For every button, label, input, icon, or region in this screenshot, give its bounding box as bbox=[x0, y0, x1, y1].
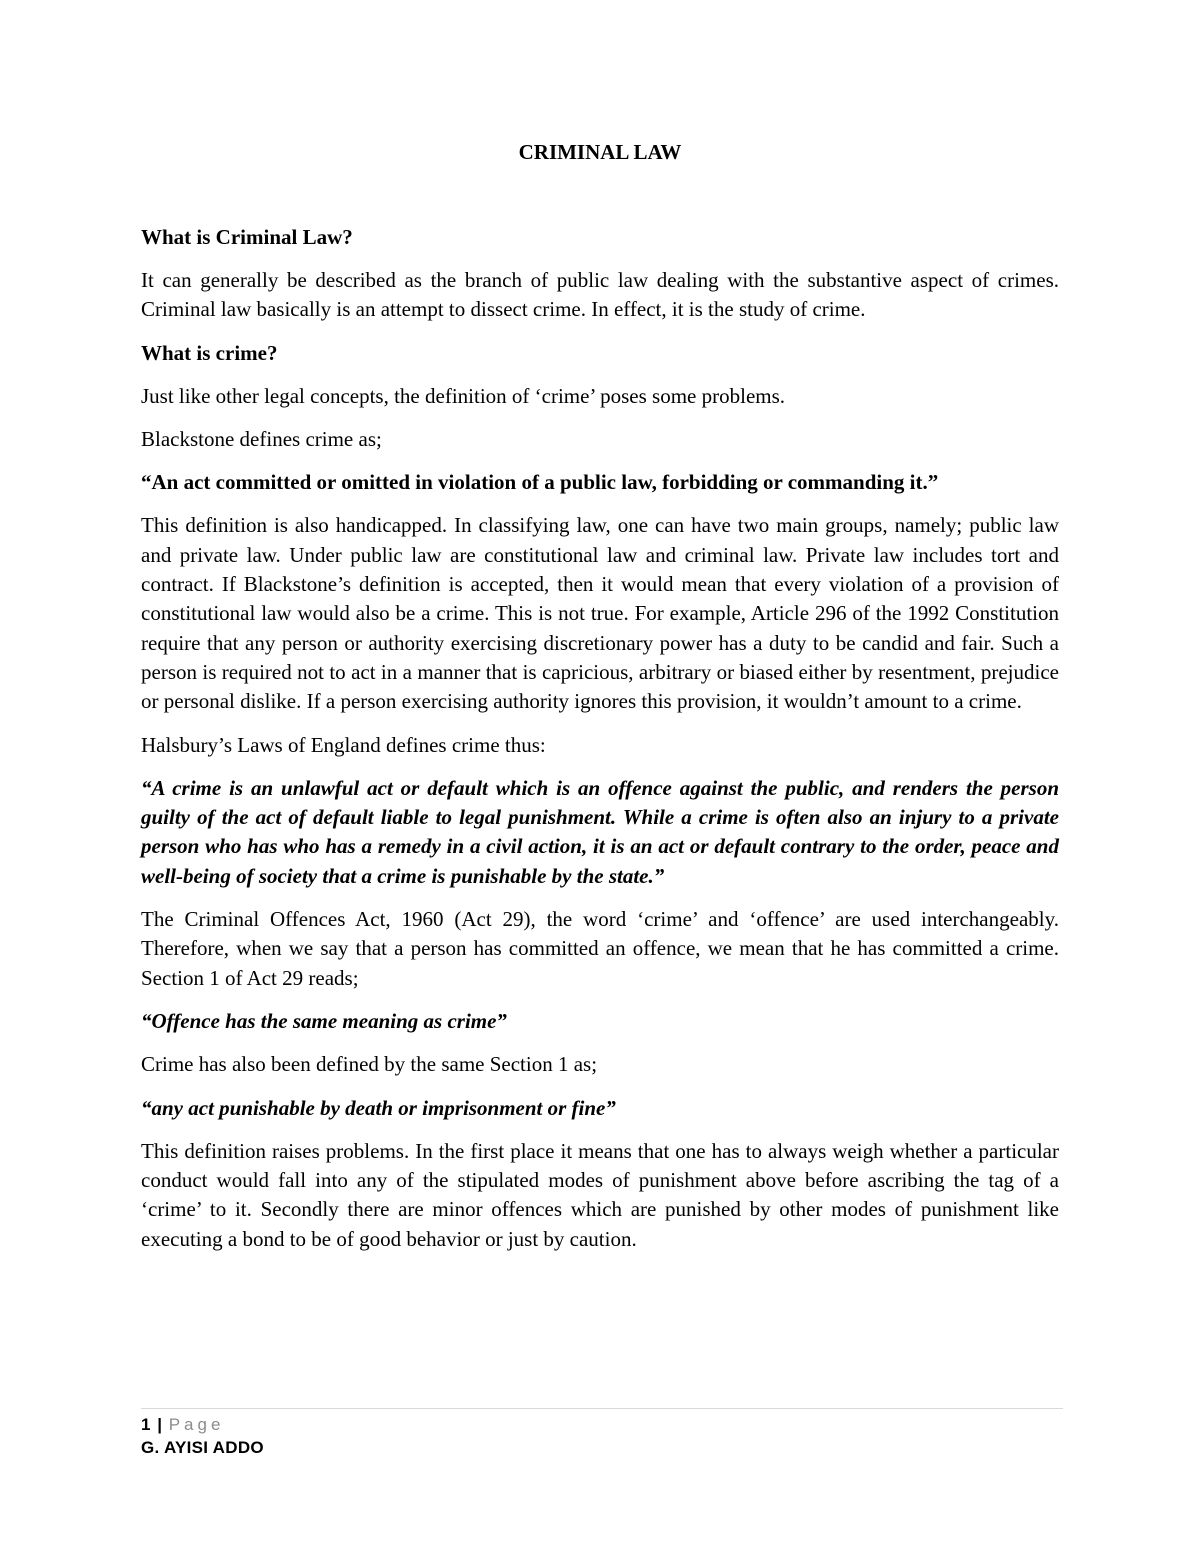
paragraph-definition-raises-problems: This definition raises problems. In the first place it means that one has to always weigh whether a particular conduct would fall into any of the stipulated modes of punishment above before ascribing the tag of a ‘crime’ to it. Secondly there are minor offences which are punished by other modes of punishment like executing a bond to be of good behavior or just by caution. bbox=[141, 1138, 1059, 1251]
paragraph-halsbury-intro: Halsbury’s Laws of England defines crime thus: bbox=[141, 732, 546, 757]
quote-act-punishable: “any act punishable by death or imprisonment or fine” bbox=[141, 1095, 616, 1120]
document-title: CRIMINAL LAW bbox=[518, 140, 682, 164]
paragraph-definition-problems: Just like other legal concepts, the definition of ‘crime’ poses some problems. bbox=[141, 383, 786, 408]
heading-what-is-criminal-law: What is Criminal Law? bbox=[141, 225, 353, 249]
paragraph-definition-handicapped: This definition is also handicapped. In classifying law, one can have two main groups, namely; public law and private law. Under public law are constitutional law and criminal law. Private law includes tort and contract. If Blackstone’s definition is accepted, then it would mean that every violation of a provision of constitutional law would also be a crime. This is not true. For example, Article 296 of the 1992 Constitution require that any person or authority exercising discretionary power has a duty to be candid and fair. Such a person is required not to act in a manner that is capricious, arbitrary or biased either by resentment, prejudice or personal dislike. If a person exercising authority ignores this provision, it wouldn’t amount to a crime. bbox=[141, 513, 1059, 714]
footer-author: G. AYISI ADDO bbox=[141, 1438, 264, 1457]
footer-separator: | bbox=[157, 1415, 162, 1434]
footer-page-indicator bbox=[141, 1413, 1063, 1437]
heading-what-is-crime: What is crime? bbox=[141, 340, 278, 365]
document-body bbox=[141, 138, 1059, 1268]
paragraph-blackstone-intro: Blackstone defines crime as; bbox=[141, 426, 382, 451]
quote-blackstone-definition: “An act committed or omitted in violation of a public law, forbidding or commanding it.” bbox=[141, 470, 939, 495]
quote-halsbury-definition: “A crime is an unlawful act or default which is an offence against the public, and renders the person guilty of the act of default liable to legal punishment. While a crime is often also an injury to a private person who has who has a remedy in a civil action, it is an act or default contrary to the order, peace and well-being of society that a crime is punishable by the state.” bbox=[141, 775, 1059, 888]
paragraph-section-1-intro: Crime has also been defined by the same Section 1 as; bbox=[141, 1052, 598, 1077]
footer-page-number: 1 bbox=[141, 1415, 151, 1434]
paragraph-criminal-law-description: It can generally be described as the branch of public law dealing with the substantive aspect of crimes. Criminal law basically is an attempt to dissect crime. In effect, it is the study of crime. bbox=[141, 268, 1059, 322]
footer-page-word: Page bbox=[168, 1415, 225, 1434]
page-footer bbox=[141, 1408, 1063, 1459]
quote-offence-meaning: “Offence has the same meaning as crime” bbox=[141, 1008, 507, 1033]
paragraph-criminal-offences-act: The Criminal Offences Act, 1960 (Act 29), the word ‘crime’ and ‘offence’ are used interchangeably. Therefore, when we say that a person has committed an offence, we mean that he has committed a crime. Section 1 of Act 29 reads; bbox=[141, 907, 1059, 990]
